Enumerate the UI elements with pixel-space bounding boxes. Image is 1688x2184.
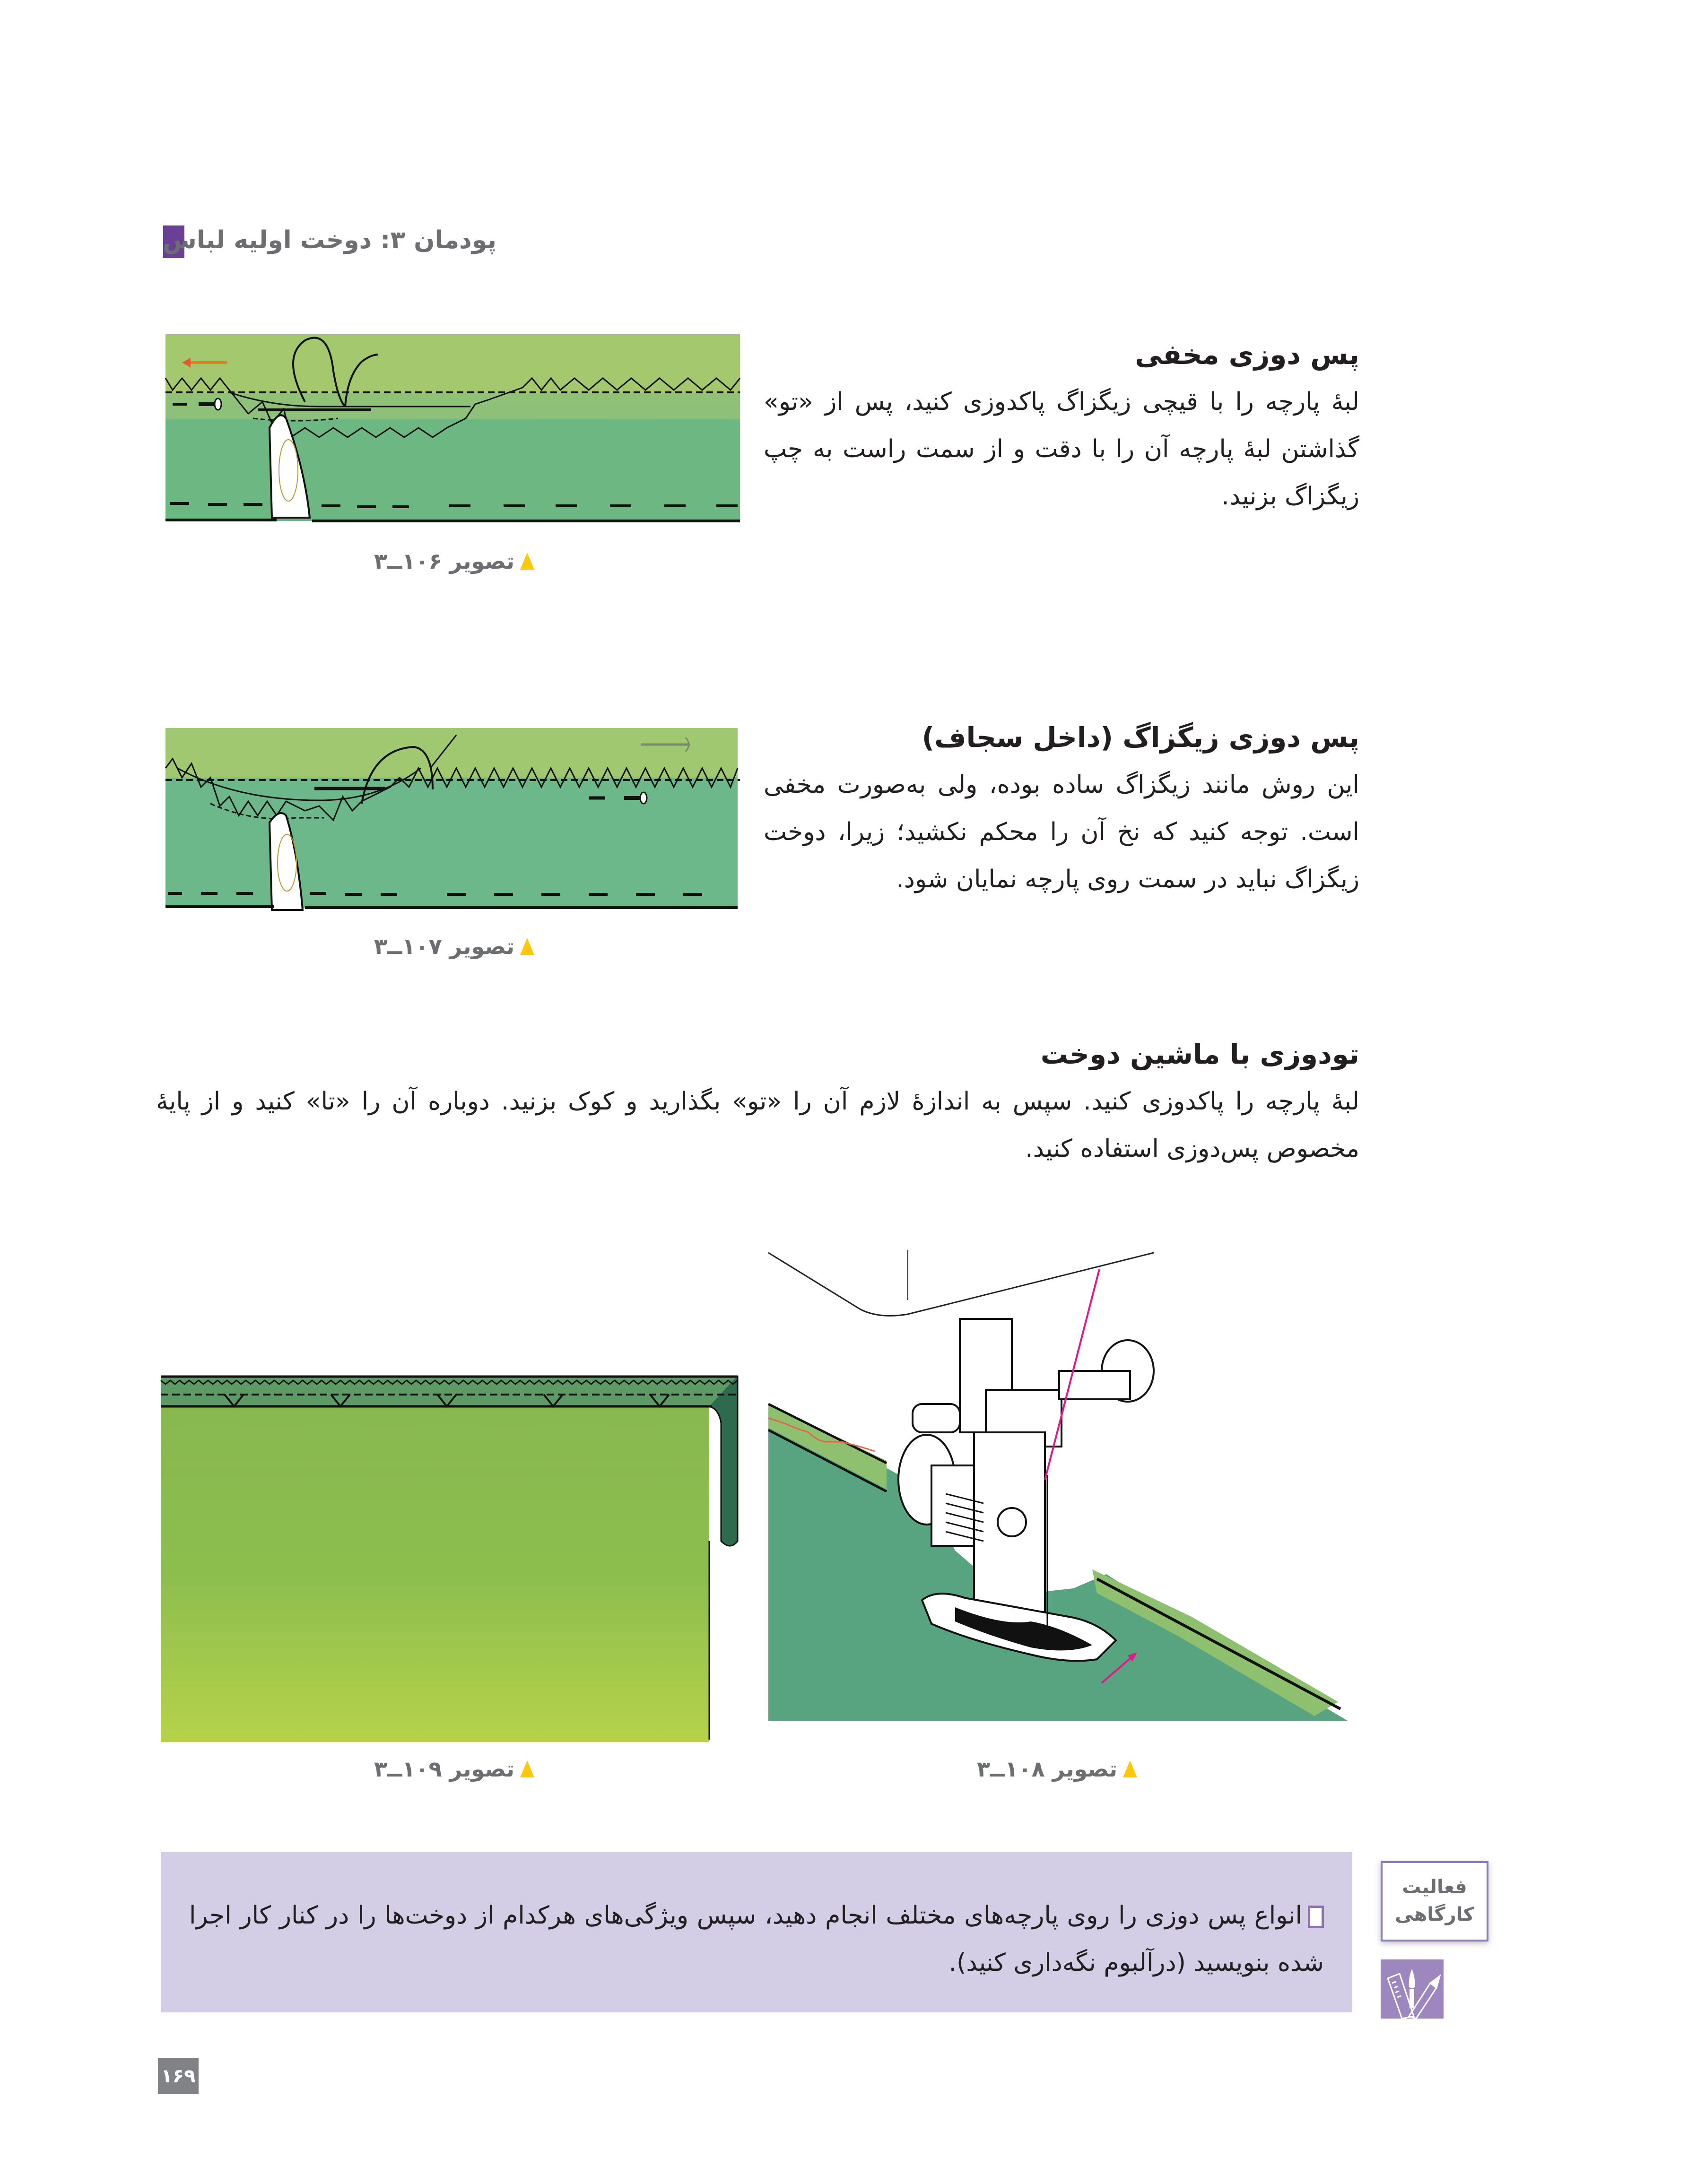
section-body: لبهٔ پارچه را پاکدوزی کنید. سپس به اندازهٔ لازم آن را «تو» بگذارید و کوک بزنید. دوباره آن را «تا» کنید و از پایهٔ مخصوص پس‌دوزی استفاده کنید. <box>156 1087 1359 1163</box>
caption-text: تصویر ۱۰۶ــ۳ <box>374 548 514 574</box>
section-body: این روش مانند زیگزاگ ساده بوده، ولی به‌صورت مخفی است. توجه کنید که نخ آن را محکم نکشید؛ زیرا، دوخت زیگزاگ نباید در سمت روی پارچه نمایان شود. <box>764 771 1359 893</box>
activity-label-line1: فعالیت <box>1402 1876 1467 1898</box>
activity-label <box>1381 1861 1488 1941</box>
caption-triangle-icon <box>1123 1760 1137 1777</box>
figure-109 <box>158 1361 749 1749</box>
figure-caption-108 <box>977 1756 1137 1782</box>
caption-triangle-icon <box>520 1760 534 1777</box>
figure-108 <box>766 1248 1352 1721</box>
figure-106 <box>163 329 742 532</box>
figure-caption-106 <box>374 548 534 574</box>
activity-text: انواع پس دوزی را روی پارچه‌های مختلف انجام دهید، سپس ویژگی‌های هرکدام از دوخت‌ها را در کنار کار اجرا شده بنویسید (درآلبوم نگه‌داری کنید). <box>189 1901 1324 1977</box>
ruler-brush-pencil-icon <box>1381 1959 1444 2019</box>
caption-text: تصویر ۱۰۹ــ۳ <box>374 1756 514 1782</box>
caption-text: تصویر ۱۰۷ــ۳ <box>374 934 514 959</box>
activity-label-line2: کارگاهی <box>1395 1904 1474 1925</box>
zigzag-hem-illustration <box>163 721 742 915</box>
checkbox-icon <box>1308 1906 1324 1928</box>
section-body: لبهٔ پارچه را با قیچی زیگزاگ پاکدوزی کنید، پس از «تو» گذاشتن لبهٔ پارچه آن را با دقت و از سمت راست به چپ زیگزاگ بزنید. <box>764 388 1359 511</box>
workshop-activity-box <box>161 1852 1352 2012</box>
finished-hem-illustration <box>158 1361 749 1749</box>
figure-caption-109 <box>374 1756 534 1782</box>
caption-triangle-icon <box>520 938 534 955</box>
caption-text: تصویر ۱۰۸ــ۳ <box>976 1756 1117 1782</box>
figure-caption-107 <box>374 934 534 959</box>
sewing-machine-foot-illustration <box>766 1248 1352 1721</box>
section-heading: پس دوزی مخفی <box>1135 338 1359 371</box>
section-heading: پس دوزی زیگزاگ (داخل سجاف) <box>922 721 1359 754</box>
section-blind-hem <box>764 331 1359 520</box>
page-number: ۱۶۹ <box>158 2058 199 2094</box>
figure-107 <box>163 721 742 915</box>
section-heading: تودوزی با ماشین دوخت <box>1040 1038 1359 1070</box>
caption-triangle-icon <box>520 553 534 570</box>
activity-item <box>189 1892 1324 1986</box>
running-header: پودمان ۳: دوخت اولیه لباس <box>163 226 496 254</box>
section-machine-hem <box>156 1031 1359 1172</box>
blind-hem-illustration <box>163 329 742 532</box>
section-zigzag-hem <box>764 714 1359 903</box>
